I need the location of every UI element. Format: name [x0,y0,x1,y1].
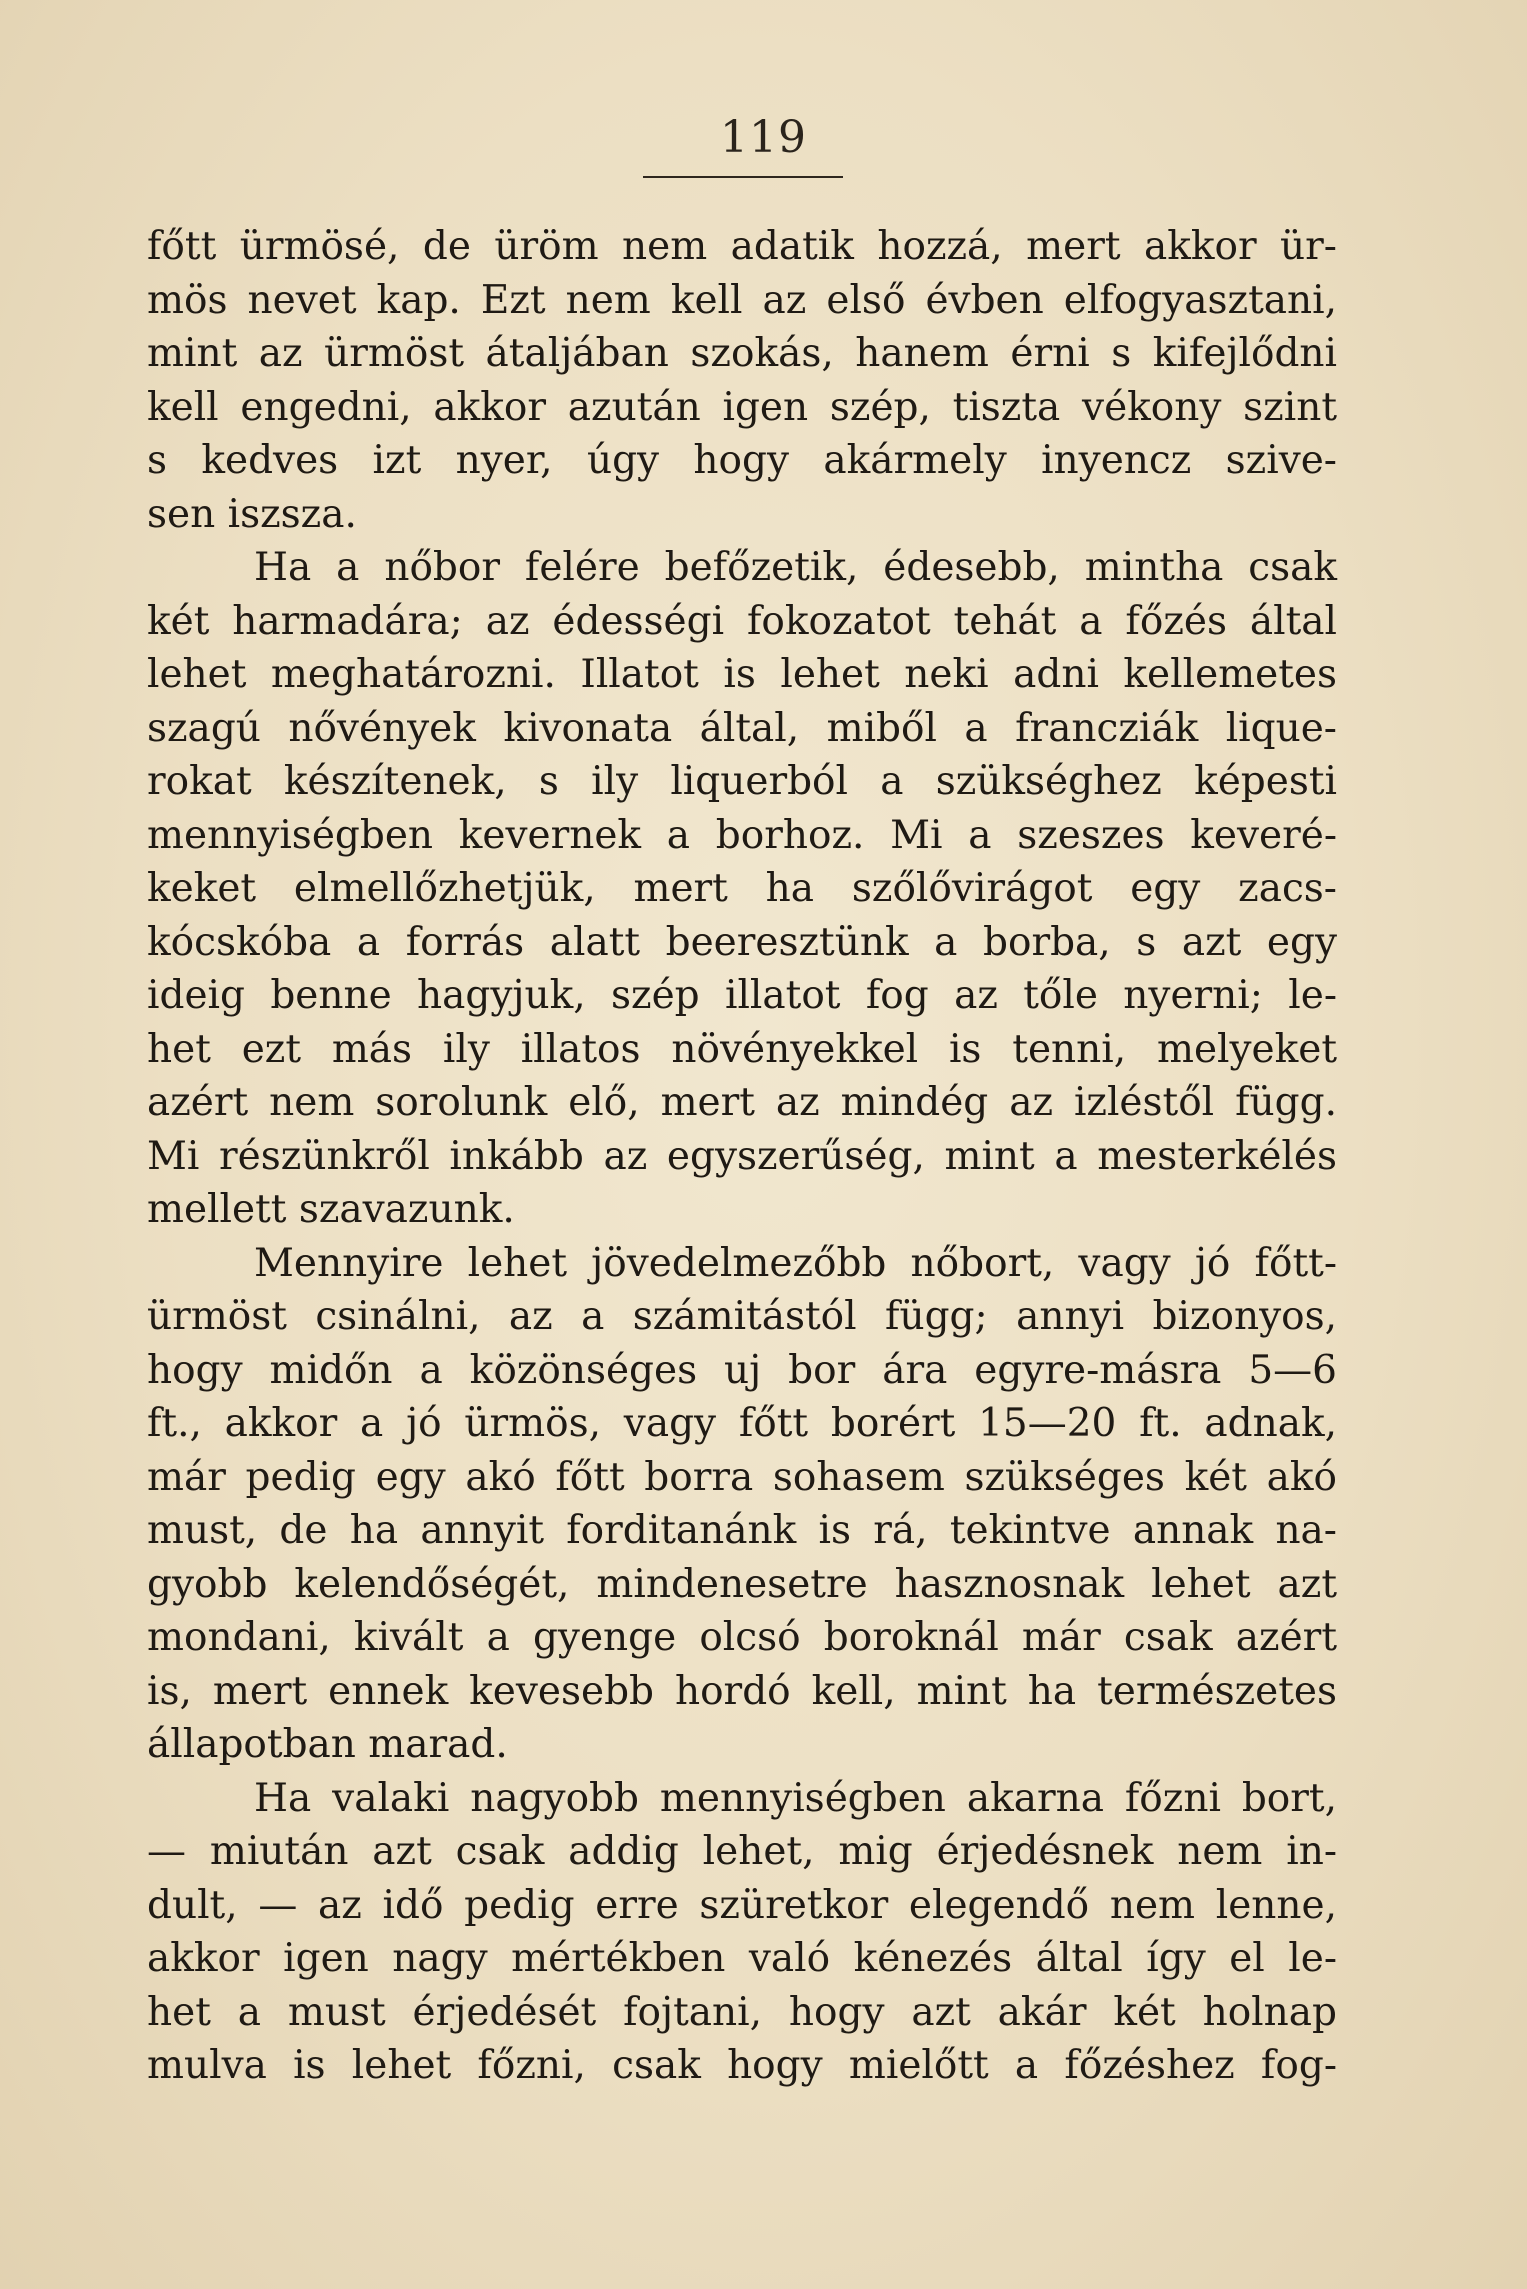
paragraph-start-line: Mennyire lehet jövedelmezőbb nőbort, vagy jó főtt- [254,1240,1337,1286]
text-line: ürmöst csinálni, az a számitástól függ; annyi bizonyos, [147,1294,1337,1339]
text-line: mös nevet kap. Ezt nem kell az első évben elfogyasztani, [147,277,1337,323]
text-line: akkor igen nagy mértékben való kénezés által így el le- [147,1936,1337,1981]
text-line: ft., akkor a jó ürmös, vagy főtt borért 15—20 ft. adnak, [147,1401,1337,1446]
text-line: szagú nővények kivonata által, miből a francziák liquе- [147,705,1337,751]
text-line: is, mert ennek kevesebb hordó kell, mint ha természetes [147,1668,1337,1714]
text-line: keket elmellőzhetjük, mert ha szőlővirágot egy zacs- [147,866,1337,911]
text-line: főtt ürmösé, de üröm nem adatik hozzá, mert akkor ür- [147,224,1337,269]
text-line: azért nem sorolunk elő, mert az mindég az izléstől függ. [147,1080,1337,1125]
text-line: hogy midőn a közönséges uj bor ára egyre-másra 5—6 [147,1347,1337,1393]
text-line: s kedves izt nyer, úgy hogy akármely inyencz szive- [147,438,1337,483]
paragraph-start-line: Ha valaki nagyobb mennyiségben akarna főzni bort, [254,1775,1337,1821]
text-line: kócskóba a forrás alatt beeresztünk a borba, s azt egy [147,919,1337,965]
text-line: gyobb kelendőségét, mindenesetre hasznosnak lehet azt [147,1561,1337,1607]
text-line: már pedig egy akó főtt borra sohasem szükséges két akó [147,1454,1337,1500]
text-line: sen iszsza. [147,491,357,537]
text-line: Mi részünkről inkább az egyszerűség, mint a mesterkélés [147,1133,1337,1179]
text-line: het a must érjedését fojtani, hogy azt akár két holnap [147,1989,1337,2035]
text-line: het ezt más ily illatos növényekkel is tenni, melyeket [147,1026,1337,1072]
text-line: rokat készítenek, s ily liquerból a szükséghez képesti [147,759,1337,804]
text-line: mellett szavazunk. [147,1187,515,1232]
text-line: mondani, kivált a gyenge olcsó boroknál már csak azért [147,1615,1337,1660]
text-line: állapotban marad. [147,1722,508,1767]
text-line: mulva is lehet főzni, csak hogy mielőtt a főzéshez fog- [147,2043,1337,2088]
text-line: lehet meghatározni. Illatot is lehet neki adni kellemetes [147,652,1337,697]
text-line: mennyiségben kevernek a borhoz. Mi a szeszes keveré- [147,812,1337,858]
text-line: must, de ha annyit forditanánk is rá, tekintve annak na- [147,1508,1337,1553]
header-rule [643,176,843,178]
page-number: 119 [720,112,807,163]
text-line: — miután azt csak addig lehet, mig érjedésnek nem in- [147,1829,1337,1874]
body-text [147,220,1337,2093]
text-line: kell engedni, akkor azután igen szép, tiszta vékony szint [147,384,1337,430]
text-line: ideig benne hagyjuk, szép illatot fog az tőle nyerni; le- [147,973,1337,1018]
paragraph-start-line: Ha a nőbor felére befőzetik, édesebb, mintha csak [254,545,1337,590]
text-line: dult, — az idő pedig erre szüretkor elegendő nem lenne, [147,1882,1337,1928]
text-line: mint az ürmöst átaljában szokás, hanem érni s kifejlődni [147,331,1337,376]
text-line: két harmadára; az édességi fokozatot tehát a főzés által [147,598,1337,644]
